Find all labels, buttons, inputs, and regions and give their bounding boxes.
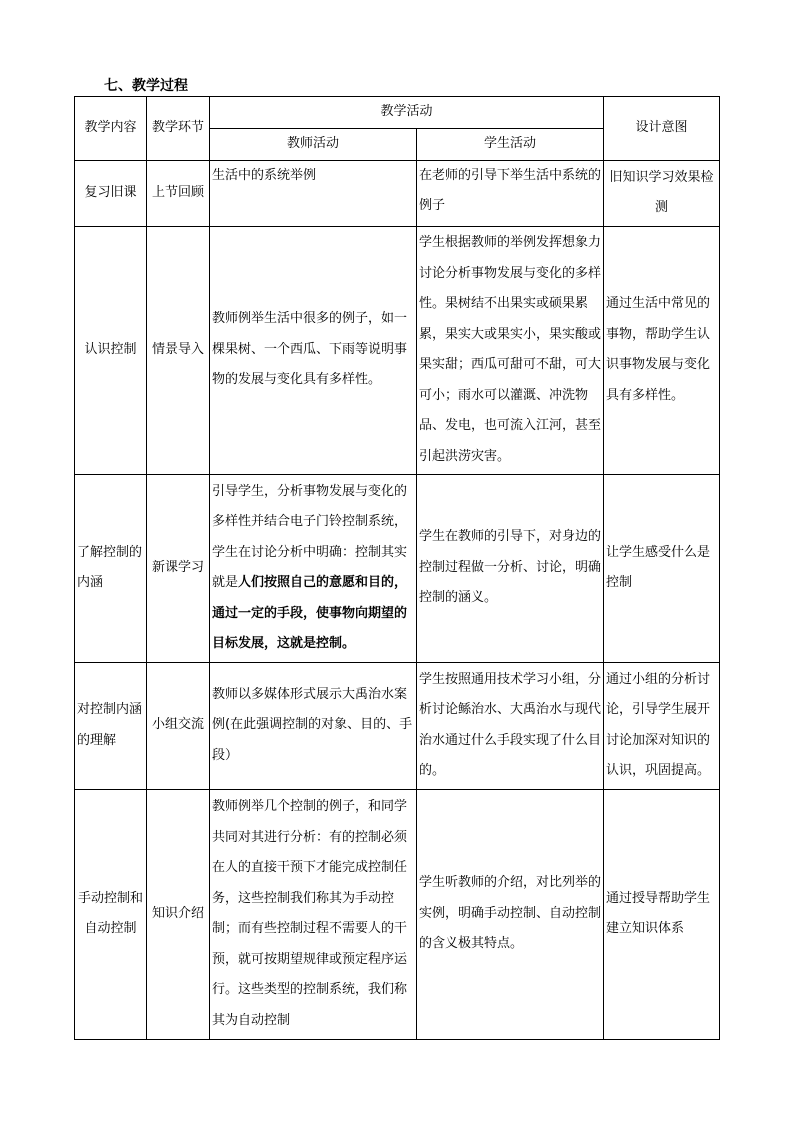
table-row (75, 662, 720, 789)
cell-stage: 情景导入 (147, 226, 210, 474)
cell-student: 在老师的引导下举生活中系统的例子 (417, 160, 604, 226)
cell-content: 对控制内涵的理解 (75, 662, 147, 789)
cell-teacher: 生活中的系统举例 (210, 160, 417, 226)
header-stage: 教学环节 (147, 97, 210, 161)
cell-teacher (210, 474, 417, 662)
cell-teacher: 教师以多媒体形式展示大禹治水案例(在此强调控制的对象、目的、手段） (210, 662, 417, 789)
cell-intent: 通过小组的分析讨论，引导学生展开讨论加深对知识的认识，巩固提高。 (604, 662, 720, 789)
cell-student: 学生在教师的引导下，对身边的控制过程做一分析、讨论，明确控制的涵义。 (417, 474, 604, 662)
table-row (75, 474, 720, 662)
header-content: 教学内容 (75, 97, 147, 161)
cell-intent: 通过生活中常见的事物，帮助学生认识事物发展与变化具有多样性。 (604, 226, 720, 474)
cell-content: 了解控制的内涵 (75, 474, 147, 662)
cell-teacher: 教师例举生活中很多的例子，如一棵果树、一个西瓜、下雨等说明事物的发展与变化具有多样性。 (210, 226, 417, 474)
section-title: 七、教学过程 (104, 78, 188, 94)
header-student: 学生活动 (417, 129, 604, 161)
cell-content: 复习旧课 (75, 160, 147, 226)
teacher-text: 引导学生，分析事物发展与变化的多样性并结合电子门铃控制系统，学生在讨论分析中明确：控制其实就是 (212, 483, 408, 590)
cell-content: 手动控制和自动控制 (75, 789, 147, 1039)
cell-stage: 知识介绍 (147, 789, 210, 1039)
cell-intent: 让学生感受什么是控制 (604, 474, 720, 662)
cell-stage: 上节回顾 (147, 160, 210, 226)
cell-student: 学生听教师的介绍，对比列举的实例，明确手动控制、自动控制的含义极其特点。 (417, 789, 604, 1039)
table-row (75, 226, 720, 474)
cell-teacher: 教师例举几个控制的例子，和同学共同对其进行分析：有的控制必须在人的直接干预下才能完成控制任务，这些控制我们称其为手动控制；而有些控制过程不需要人的干预，就可按期望规律或预定程序运行。这些类型的控制系统，我们称其为自动控制 (210, 789, 417, 1039)
table-header-row (75, 97, 720, 129)
cell-content: 认识控制 (75, 226, 147, 474)
teaching-process-table (74, 96, 720, 1040)
header-intent: 设计意图 (604, 97, 720, 161)
cell-intent: 旧知识学习效果检测 (604, 160, 720, 226)
control-definition: 人们按照自己的意愿和目的，通过一定的手段，使事物向期望的目标发展，这就是控制。 (212, 575, 408, 651)
table-row (75, 789, 720, 1039)
cell-intent: 通过授导帮助学生建立知识体系 (604, 789, 720, 1039)
header-teacher: 教师活动 (210, 129, 417, 161)
cell-student: 学生根据教师的举例发挥想象力讨论分析事物发展与变化的多样性。果树结不出果实或硕果累累，果实大或果实小，果实酸或果实甜；西瓜可甜可不甜，可大可小；雨水可以灌溉、冲洗物品、发电，也可流入江河，甚至引起洪涝灾害。 (417, 226, 604, 474)
table-row (75, 160, 720, 226)
cell-student: 学生按照通用技术学习小组，分析讨论鲧治水、大禹治水与现代治水通过什么手段实现了什么目的。 (417, 662, 604, 789)
header-activity: 教学活动 (210, 97, 604, 129)
cell-stage: 新课学习 (147, 474, 210, 662)
cell-stage: 小组交流 (147, 662, 210, 789)
